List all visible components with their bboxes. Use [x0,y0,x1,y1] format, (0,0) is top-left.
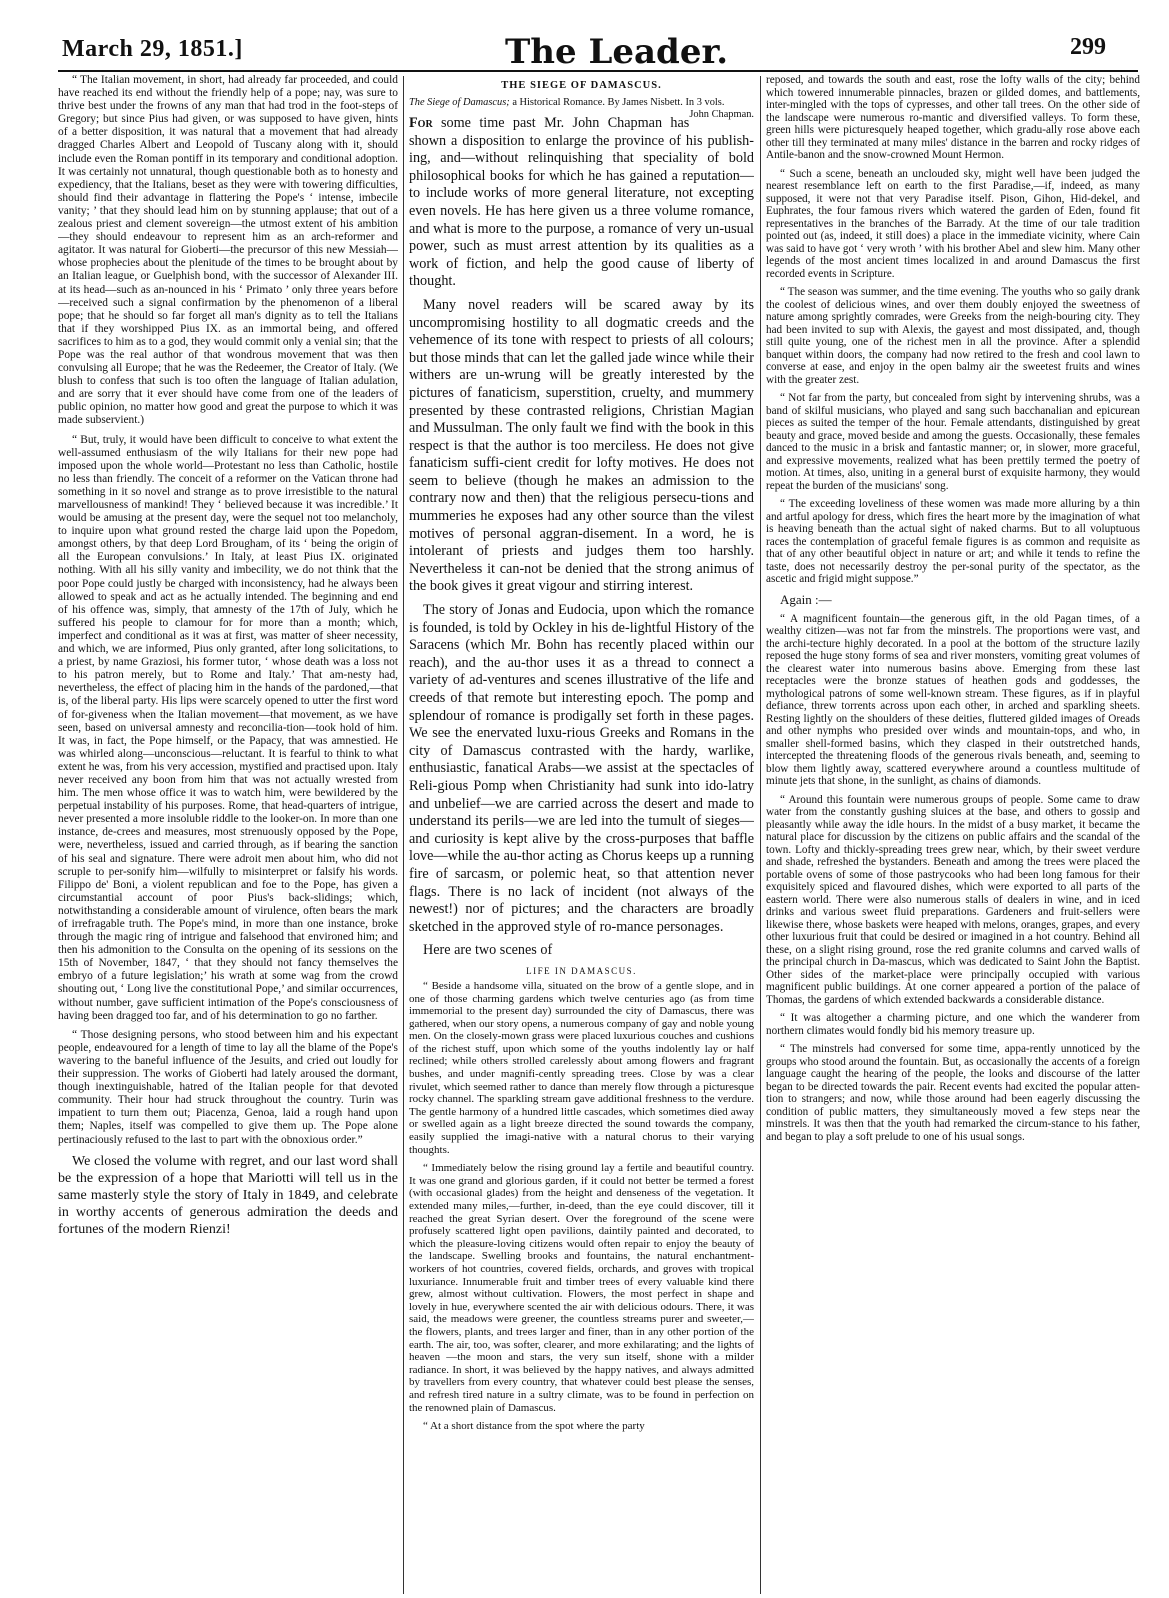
excerpt-paragraph: “ The season was summer, and the time evening. The youths who so gaily drank the coolest of delicious wines, and over them doubly enjoyed the sweetness of nature among sprightly comrades, were Greeks from the neigh-bouring city. They had been invited to sup with Alexis, the gayest and most dissipated, and, though still quite young, one of the richest men in all the province. After a splendid banquet within doors, the company had now retired to the fresh and cool lawn to converse at ease, and enjoy in the open balmy air the sweetest fruits and wines with the greater zest. [766,286,1140,386]
excerpt-paragraph: “ Immediately below the rising ground lay a fertile and beautiful country. It was one grand and glorious garden, if it could not better be termed a forest (with occasional glades) from the height and denseness of the vegetation. It extended many miles,—further, in-deed, than the eye could discover, till it reached the great Syrian desert. Over the foreground of the scene were profusely scattered light open pavilions, daintily painted and decorated, to which the pleasure-loving citizens would often repair to enjoy the beauty of the landscape. Swelling brooks and fountains, the natural enchantment-workers of hot countries, covered fields, orchards, and groves with tropical luxuriance. Innumerable fruit and timber trees of every valuable kind there grew, almost without cultivation. Flowers, the most perfect in shape and lovely in hue, everywhere scented the air with delicious odours. There, it was said, the meadows were greener, the countless streams purer and sweeter,—the flowers, plants, and trees larger and finer, than in any other portion of the earth. The air, too, was softer, clearer, and more exhilarating; and the lights of heaven —the moon and stars, the very sun itself, shone with a milder radiance. In short, it was believed by the happy natives, and always admitted by travellers from every country, that whatever could best please the senses, and refresh tired nature in a sultry climate, was to be found in perfection on the renowned plain of Damascus. [409,1162,754,1414]
column-divider-1 [403,76,404,1594]
excerpt-subhead: LIFE IN DAMASCUS. [526,965,637,976]
excerpt-paragraph: “ It was altogether a charming picture, and one which the wanderer from northern climates would fondly bid his memory treasure up. [766,1012,1140,1037]
again-label: Again :— [780,591,832,607]
excerpt-paragraph: “ The exceeding loveliness of these women was made more alluring by a thin and artful apology for dress, which fires the heart more by the imagination of what is heaving beneath than the actual sight of naked charms. But to all voluptuous races the contemplation of graceful female figures is as common and requisite as that of any other beautiful object in nature or art; and while it tends to refine the taste, does not necessarily destroy the per-sonal purity of the spectator, as the ascetic and frigid might suppose.” [766,498,1140,585]
page-number: 299 [1070,34,1106,60]
article-paragraph: “ The Italian movement, in short, had already far proceeded, and could have reached its end without the friendly help of a pope; nay, was sure to thrive best under the frowns of any man that had trod in the foot-steps of Gregory; but since Pius had given, or was supposed to have given, hints of a better disposition, it was natural that a movement that had already dragged Charles Albert and Leopold of Tuscany along with it, should include even the Roman pontiff in its temporary and conditional adoption. It was certainly not unnatural, though questionable both as to honesty and expediency, that the Italians, beset as they were with towering difficulties, should find their advantage in flattering the Pope's ‘ intense, imbecile vanity; ’ that they should lead him on by stunning applause; that out of a zealous priest and clement sovereign—the utmost extent of his ambition—they should endeavour to represent him as an arch-reformer and agitator. It was natural for Gioberti—the precursor of this new Messiah—whose prophecies about the plenitude of the times to be brought about by an Italian league, or Guelphish bond, with the successor of Alexander III. at its head—such as an-nounced in his ‘ Primato ’ only three years before—received such a signal confirmation by the phenomenon of a liberal pope; that he should so far forget all man's dignity as to tell the Italians that if they worshipped Pius IX. as an immortal being, and offered sacrifices to him as to a god, they would commit only a venial sin; that the Pope was the real author of that wondrous movement that was then convulsing all Europe; that he was the Redeemer, the Creator of Italy. (We blush to confess that such is too often the language of Italian adulation, and are sorry that it ever should have come from one of the leaders of public opinion, no matter how good and great the purpose to which it was made subservient.) [58,74,398,427]
review-paragraph [409,115,754,291]
review-paragraph: Here are two scenes of [423,942,553,959]
review-paragraph: Many novel readers will be scared away by its uncompromising hostility to all dogmatic creeds and the vehemence of its tone with respect to priests of all colours; but those minds that can let the galled jade wince while their withers are un-wrung will be greatly interested by the pictures of fanaticism, superstition, cruelty, and mummery presented by these contrasted religions, Christian Magian and Mussulman. The only fault we find with the book in this respect is that the author is too merciless. He does not give fanaticism suffi-cient credit for lofty motives. He does not seem to believe (though he makes an admission to the contrary now and then) that the religious persecu-tions and mummeries he exposes had any other source than the vilest motives of personal aggran-disement. In a word, he is intolerant of priests and judges them too harshly. Nevertheless it can-not be denied that the strong animus of the book gives it great vigour and stirring interest. [409,296,754,595]
excerpt-paragraph: “ Such a scene, beneath an unclouded sky, might well have been judged the nearest resemblance left on earth to the first Paradise,—if, indeed, as many supposed, it were not that very Paradise itself. Pison, Gihon, Hid-dekel, and Euphrates, the four famous rivers which watered the garden of Eden, found fit representatives in the branches of the Barrady. At the time of our tale tradition pointed out (as, indeed, it still does) a place in the immediate vicinity, where Cain was said to have got ‘ very wroth ’ with his brother Abel and slew him. Many other legends of the most ancient times localized in and around Damascus the first recorded events in Scripture. [766,167,1140,280]
excerpt-paragraph: “ At a short distance from the spot where the party [423,1420,645,1433]
section-title: THE SIEGE OF DAMASCUS. [501,80,662,91]
excerpt-paragraph: “ Beside a handsome villa, situated on the brow of a gentle slope, and in one of those charming gardens which twelve centuries ago (as from time immemorial to the present day) surrounded the city of Damascus, there was gathered, when our story opens, a numerous company of gay and noble young men. On the closely-mown grass were placed luxurious couches and cushions of the richest stuff, upon which some of the youths indolently lay or half reclined; while others strolled carelessly about among flowers and fragrant bushes, and under magnifi-cently spreading trees. Close by was a clear rivulet, which seemed rather to dance than merely flow through a picturesque rocky channel. The sparkling stream gave additional freshness to the verdure. The gentle harmony of a hundred little cascades, which sometimes died away or swelled again as a light breeze directed the sound towards the company, easily supplied the imagi-native with a natural chorus to their varying thoughts. [409,979,754,1156]
book-title: The Siege of Damascus; [409,97,510,108]
issue-date: March 29, 1851.] [62,36,243,62]
lead-word: For [409,115,433,131]
book-citation [409,97,754,120]
article-paragraph: “ Those designing persons, who stood between him and his expectant people, endeavoured for a length of time to lay all the blame of the Pope's wavering to the baneful influence of the Jesuits, and cried out loudly for their suppression. The works of Gioberti had lately aroused the dormant, though inextinguishable, hatred of the Italian people for that devoted community. Their hour had struck throughout the country. Turin was impatient to turn them out; Piacenza, Genoa, laid a rough hand upon them; Naples, itself was compelled to give them up. The Pope alone pertinaciously refused to the last to part with the obnoxious order.” [58,1028,398,1146]
column-2 [409,74,754,1594]
header-rule [58,70,1138,72]
excerpt-paragraph: “ A magnificent fountain—the generous gift, in the old Pagan times, of a wealthy citizen—was not far from the minstrels. The proportions were vast, and the archi-tecture highly decorated. In a pool at the bottom of the structure lazily reposed the huge stony forms of sea and river monsters, vomiting great volumes of the clearest water into numerous basins above. Emerging from these last receptacles were the bronze statues of heathen gods and goddesses, the mythological patrons of some well-known stream. These figures, as if in playful defiance, threw torrents across upon each other, in arched and sparkling sheets. Resting lightly on the shoulders of these deities, fluttered gilded images of Oreads and other nymphs who presided over winds and mountain-tops, and who, in smaller shell-formed basins, which they clasped in their outstretched hands, intercepted the threatening floods of the generous rivals beneath, and, seeming to blow them lightly away, scattered everywhere around a countless multitude of minute jets that shone, in the sunlight, as chains of diamonds. [766,612,1140,787]
book-details: a Historical Romance. By James Nisbett. In 3 vols. [509,97,725,108]
review-paragraph: The story of Jonas and Eudocia, upon which the romance is founded, is told by Ockley in his de-lightful History of the Saracens (which Mr. Bohn has recently placed within our reach), and the au-thor uses it as a thread to connect a variety of ad-ventures and scenes illustrative of the life and creeds of that remote but interesting epoch. The pomp and splendour of romance is prodigally set forth in these pages. We see the enervated luxu-rious Greeks and Romans in the city of Damascus contrasted with the hardy, warlike, enthusiastic, fanatical Arabs—we assist at the spectacles of Reli-gious Pomp when Christianity had sunk into ido-latry and unbelief—we are carried across the desert and made to understand its perils—we are led into the tumult of sieges—and curiosity is kept alive by the cross-purposes that baffle love—while the au-thor acting as Chorus keeps up a running fire of sarcasm, or polemic heat, so that attention never flags. There is no lack of incident (not always of the newest!) nor of pictures; and the characters are broadly sketched in the approved style of ro-mance personages. [409,602,754,935]
masthead-title: The Leader. [505,32,729,72]
excerpt-paragraph: “ The minstrels had conversed for some time, appa-rently unnoticed by the groups who stood around the fountain. But, as occasionally the accents of a foreign language caught the hearing of the people, the looks and discourse of the latter began to be directed towards the pair. Recent events had excited the popular atten-tion to strangers; and now, while those around had been eagerly discussing the condition of public matters, they simultaneously moved a few steps near the minstrels. It was then that the youth had remarked the circum-stance to his father, and began to play a soft prelude to one of his usual songs. [766,1043,1140,1143]
excerpt-paragraph: “ Not far from the party, but concealed from sight by intervening shrubs, was a band of skilful musicians, who played and sang such bacchanalian and epicurean pieces as suited the temper of the hour. Female attendants, distinguished by great beauty and grace, moved beside and among the guests. Occasionally, these females danced to the music in a brisk and fantastic manner; or, in slower, more graceful, and expressive movements, realized what has been prettily termed the poetry of motion. At times, also, uniting in a general burst of exquisite harmony, they would repeat the burden of the musicians' song. [766,392,1140,492]
review-text: some time past Mr. John Chapman has shown a disposition to enlarge the province of his publish-ing, and—without relinquishing that speciality of bold philosophical books for which he has gained a reputation—to include works of more general literature, not excepting even novels. He has here given us a three volume romance, and what is more to the purpose, a romance of very un-usual power, such as must arrest attention by its qualities as a work of fiction, and help the good cause of liberty of thought. [409,115,754,290]
excerpt-paragraph: “ Around this fountain were numerous groups of people. Some came to draw water from the constantly gushing sluices at the base, and others to gossip and pleasantly while away the idle hours. In the midst of a busy market, it became the natural place for discussion by the citizens on public affairs and the scandal of the town. Lofty and thickly-spreading trees grew near, which, by their sweet verdure and shade, refreshed the bystanders. Beneath and among the trees were placed the portable ovens of some of those pastrycooks who had been long famous for their exquisitely spiced and flavoured dishes, which were exported to all parts of the eastern world. There were also numerous stalls of dealers in wine, and in iced drinks and various sweet fluid preparations. Gardeners and fruit-sellers were likewise there, whose baskets were heaped with melons, oranges, grapes, and every other luxurious fruit that could be desired or imagined in a hot country. Behind all these, on a slight rising ground, rose the red granite columns and carved walls of the principal church in Da-mascus, which was dedicated to Saint John the Baptist. Other sides of the market-place were principally occupied with various magnificent public buildings. At one corner appeared a portion of the palace of Thomas, the gardens of which extended backwards a considerable distance. [766,793,1140,1006]
closing-paragraph: We closed the volume with regret, and our last word shall be the expression of a hope that Mariotti will tell us in the same masterly style the story of Italy in 1849, and celebrate in worthy accents of generous admiration the deeds and fortunes of the modern Rienzi! [58,1153,398,1237]
column-3 [766,74,1140,1594]
article-paragraph: “ But, truly, it would have been difficult to conceive to what extent the well-assumed enthusiasm of the wily Italians for their new pope had imposed upon the whole world—Protestant no less than Catholic, hostile no less than friendly. The conceit of a reformer on the Vatican throne had something in it so novel and strange as to prove irresistible to the natural marvellousness of mankind! They ‘ believed because it was incredible.’ It would be amusing at the present day, were the sequel not too melancholy, to inquire upon what ground rested the charge laid upon the Popedom, amongst others, by that deep Lord Brougham, of its ‘ being the origin of all the European convulsions.’ In Italy, at least Pius IX. originated nothing. With all his silly vanity and imbecility, we do not think that the poor Pope could justly be charged with inconsistency, had he always been allowed to speak and act as he actually intended. The beginning and end of his offence was, simply, that amnesty of the 17th of July, which he suffered his people to clamour for for more than a month; which, imperfect and conditional as it was at first, was matter of sheer necessity, and which, we are informed, Pius only granted, after long solicitations, to a priest, by name Graziosi, his former tutor, ‘ whose death was a loss not to his patron merely, but to Rome and Italy.’ That am-nesty had, nevertheless, the effect of placing him in the hands of the pardoned,—that is, of the liberal party. His lips were scarcely opened to utter the first word of for-giveness when the Italian movement—that movement, as we have seen, based on universal amnesty and reconcilia-tion—took hold of him. It was, in fact, the Pope himself, or the Papacy, that was amnestied. He was whirled along—unconscious—reluctant. It is fearful to think to what extent he was, from his very accession, mystified and practised upon. Italy never received any boon from him that was not actually wrested from him. The men whose office it was to watch him, were bewildered by the perpetual instability of his purposes. Rome, that head-quarters of intrigue, never presented a more insoluble riddle to the looker-on. In more than one instance, de-crees and measures, most strenuously opposed by the Pope, were, nevertheless, issued and carried through, as if bearing the sanction of his seal and signature. There were adroit men about him, who did not scruple to per-sonify him—wilfully to misinterpret or falsify his words. Filippo de' Boni, a violent republican and foe to the Pope, has given a circumstantial account of poor Pius's back-slidings; which, notwithstanding a considerable amount of virulence, often bears the mark of irrefragable truth. The Pope's mind, in more than one instance, broke through the magic ring of intrigue and falsehood that environed him; and then his admonition to the Consulta on the opening of its sessions on the 15th of November, 1847, ‘ that they should not fancy themselves the embryo of a future legislation;’ his wrath at some wag from the crowd shouting out, ‘ Long live the constitutional Pope,’ and similar occurrences, without number, gave sufficient intimation of the Pope's consciousness of having been dragged too far, and of his determination to go no farther. [58,433,398,1022]
column-1 [58,74,398,1594]
publisher: John Chapman. [689,109,754,120]
column-divider-2 [760,76,761,1594]
excerpt-paragraph: reposed, and towards the south and east, rose the lofty walls of the city; behind which towered innumerable pinnacles, brazen or gilded domes, and battlements, inter-mingled with the tops of cypresses, and other tall trees. On the other side of the landscape were numerous ro-mantic and diversified valleys. To form these, green hills were picturesquely heaped together, which gradu-ally rose above each other till they terminated at many miles' distance in the barren and rocky ridges of Antile-banon and the snow-crowned Mount Hermon. [766,74,1140,161]
